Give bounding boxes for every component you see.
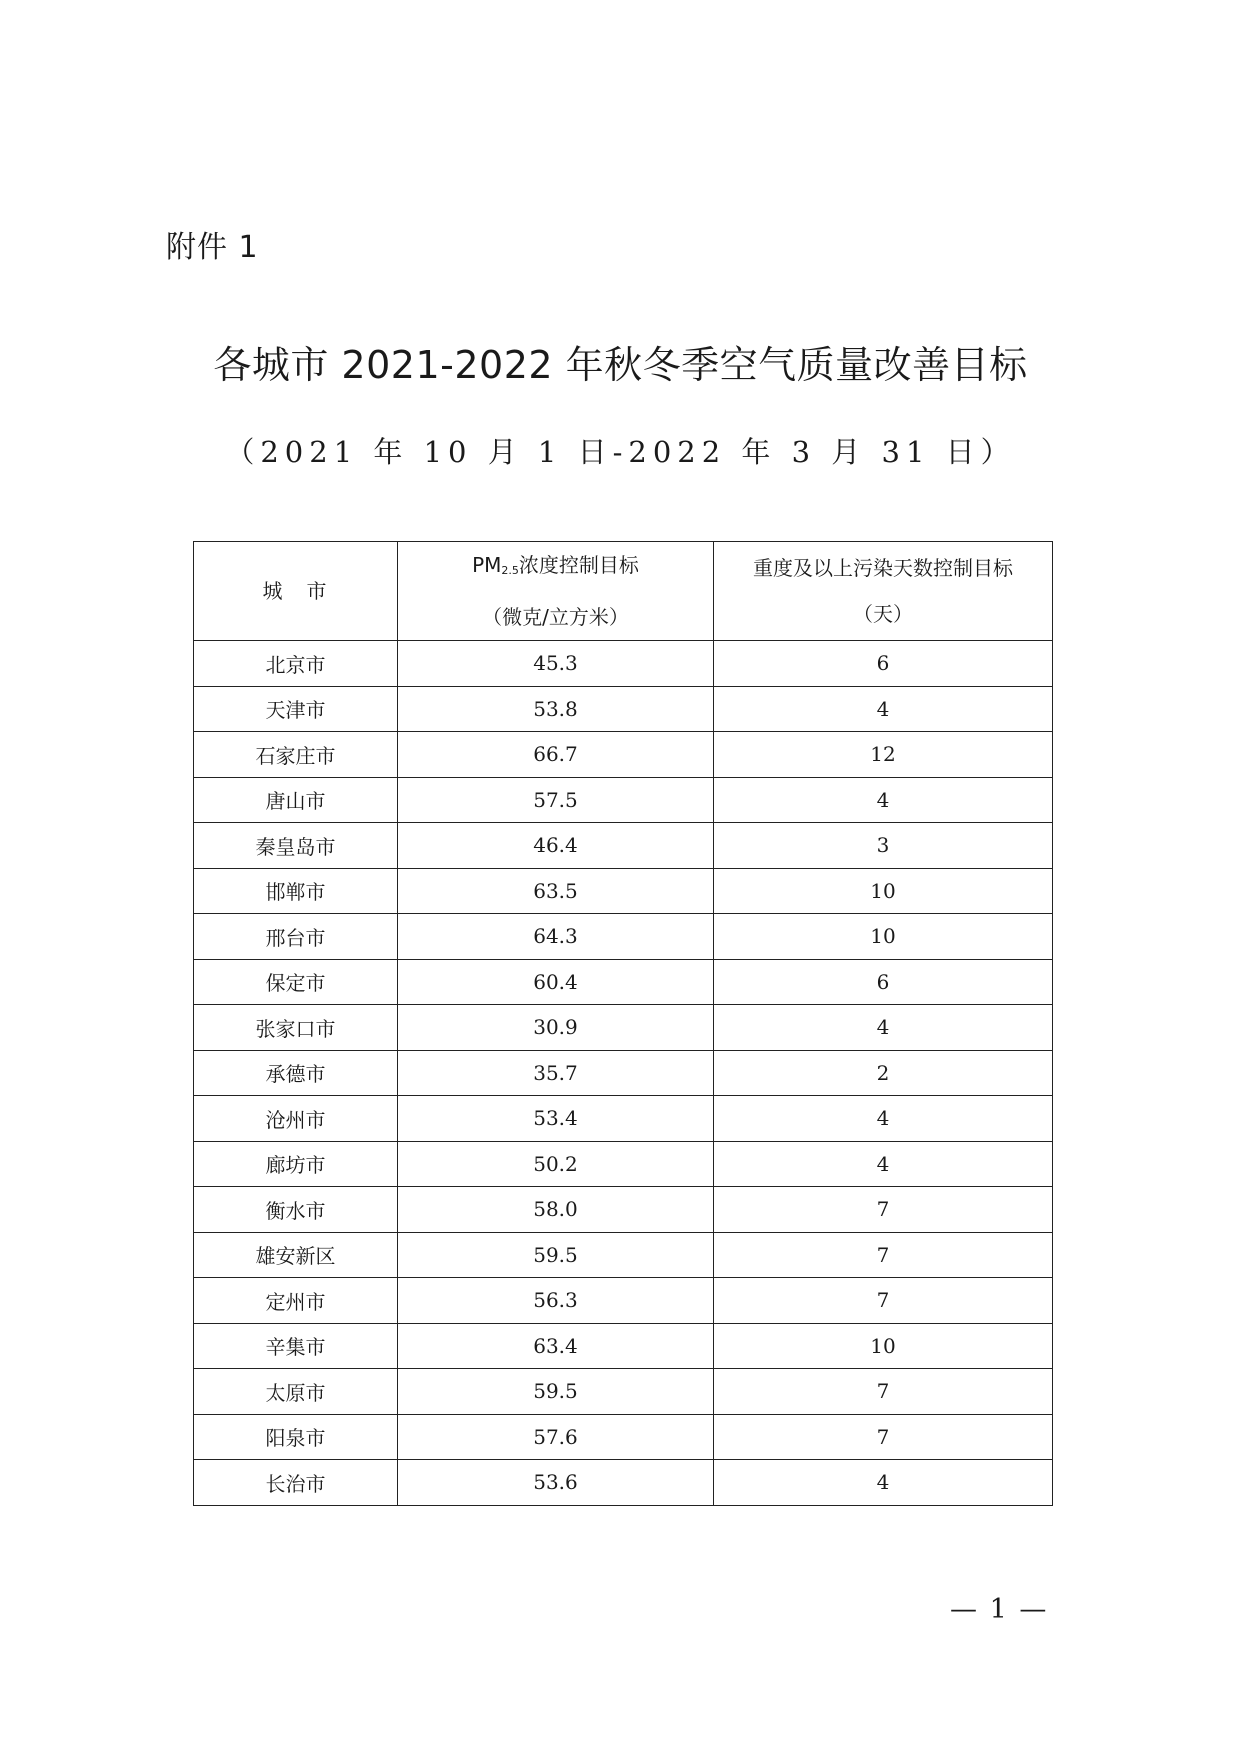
city-cell: 定州市 [194, 1278, 398, 1324]
city-cell: 太原市 [194, 1369, 398, 1415]
days-cell: 6 [714, 641, 1053, 687]
pm25-cell: 35.7 [398, 1050, 714, 1096]
city-cell: 沧州市 [194, 1096, 398, 1142]
pm25-cell: 60.4 [398, 959, 714, 1005]
pm25-column-header [398, 542, 714, 641]
days-cell: 4 [714, 1096, 1053, 1142]
table-row [194, 1187, 1053, 1233]
pm-prefix: PM [472, 553, 502, 577]
days-cell: 2 [714, 1050, 1053, 1096]
city-cell: 阳泉市 [194, 1414, 398, 1460]
document-title: 各城市 2021-2022 年秋冬季空气质量改善目标 [213, 343, 1028, 387]
pm25-cell: 46.4 [398, 823, 714, 869]
table-row [194, 1232, 1053, 1278]
table-row [194, 868, 1053, 914]
city-cell: 唐山市 [194, 777, 398, 823]
days-cell: 7 [714, 1232, 1053, 1278]
table-row [194, 1050, 1053, 1096]
city-cell: 天津市 [194, 686, 398, 732]
table-row [194, 1096, 1053, 1142]
days-cell: 7 [714, 1414, 1053, 1460]
table-row [194, 641, 1053, 687]
table-row [194, 1369, 1053, 1415]
city-header-label: 城 市 [262, 579, 329, 603]
table-row [194, 1278, 1053, 1324]
attachment-label: 附件 1 [166, 230, 259, 265]
city-cell: 辛集市 [194, 1323, 398, 1369]
pm25-cell: 66.7 [398, 732, 714, 778]
table-row [194, 823, 1053, 869]
days-header-line1: 重度及以上污染天数控制目标 [753, 556, 1013, 580]
table-row [194, 1005, 1053, 1051]
pm25-cell: 57.5 [398, 777, 714, 823]
table-row [194, 959, 1053, 1005]
city-cell: 雄安新区 [194, 1232, 398, 1278]
city-column-header [194, 542, 398, 641]
pm25-header-line1 [398, 542, 713, 594]
table-row [194, 732, 1053, 778]
pm25-cell: 53.8 [398, 686, 714, 732]
table-header-row [194, 542, 1053, 641]
pm-subscript: 2.5 [501, 564, 519, 577]
air-quality-targets-table [193, 541, 1053, 1506]
days-cell: 7 [714, 1278, 1053, 1324]
city-cell: 北京市 [194, 641, 398, 687]
days-cell: 6 [714, 959, 1053, 1005]
days-cell: 10 [714, 1323, 1053, 1369]
days-cell: 4 [714, 1141, 1053, 1187]
city-cell: 承德市 [194, 1050, 398, 1096]
pm25-cell: 63.5 [398, 868, 714, 914]
table-row [194, 1414, 1053, 1460]
pm25-cell: 45.3 [398, 641, 714, 687]
days-cell: 7 [714, 1369, 1053, 1415]
date-range-subtitle: （2021 年 10 月 1 日-2022 年 3 月 31 日） [225, 435, 1016, 469]
city-cell: 长治市 [194, 1460, 398, 1506]
page-number: — 1 — [950, 1594, 1049, 1625]
days-cell: 7 [714, 1187, 1053, 1233]
pm25-cell: 59.5 [398, 1369, 714, 1415]
days-column-header [714, 542, 1053, 641]
pm25-cell: 50.2 [398, 1141, 714, 1187]
pm25-cell: 59.5 [398, 1232, 714, 1278]
city-cell: 张家口市 [194, 1005, 398, 1051]
pm25-cell: 53.4 [398, 1096, 714, 1142]
days-cell: 10 [714, 914, 1053, 960]
pm-suffix: 浓度控制目标 [518, 553, 639, 577]
table-row [194, 1141, 1053, 1187]
days-header-unit: （天） [853, 602, 913, 626]
city-cell: 石家庄市 [194, 732, 398, 778]
days-cell: 4 [714, 777, 1053, 823]
days-cell: 10 [714, 868, 1053, 914]
pm25-cell: 56.3 [398, 1278, 714, 1324]
pm25-header-unit: （微克/立方米） [482, 605, 629, 629]
city-cell: 廊坊市 [194, 1141, 398, 1187]
city-cell: 衡水市 [194, 1187, 398, 1233]
pm25-cell: 64.3 [398, 914, 714, 960]
table-row [194, 686, 1053, 732]
city-cell: 秦皇岛市 [194, 823, 398, 869]
table-body [194, 641, 1053, 1506]
pm25-cell: 63.4 [398, 1323, 714, 1369]
table-row [194, 1460, 1053, 1506]
table-row [194, 1323, 1053, 1369]
days-cell: 12 [714, 732, 1053, 778]
pm25-cell: 58.0 [398, 1187, 714, 1233]
city-cell: 邢台市 [194, 914, 398, 960]
city-cell: 保定市 [194, 959, 398, 1005]
days-cell: 4 [714, 1005, 1053, 1051]
days-cell: 4 [714, 686, 1053, 732]
days-cell: 4 [714, 1460, 1053, 1506]
days-cell: 3 [714, 823, 1053, 869]
city-cell: 邯郸市 [194, 868, 398, 914]
pm25-cell: 30.9 [398, 1005, 714, 1051]
table-row [194, 914, 1053, 960]
pm25-cell: 57.6 [398, 1414, 714, 1460]
table-row [194, 777, 1053, 823]
pm25-cell: 53.6 [398, 1460, 714, 1506]
